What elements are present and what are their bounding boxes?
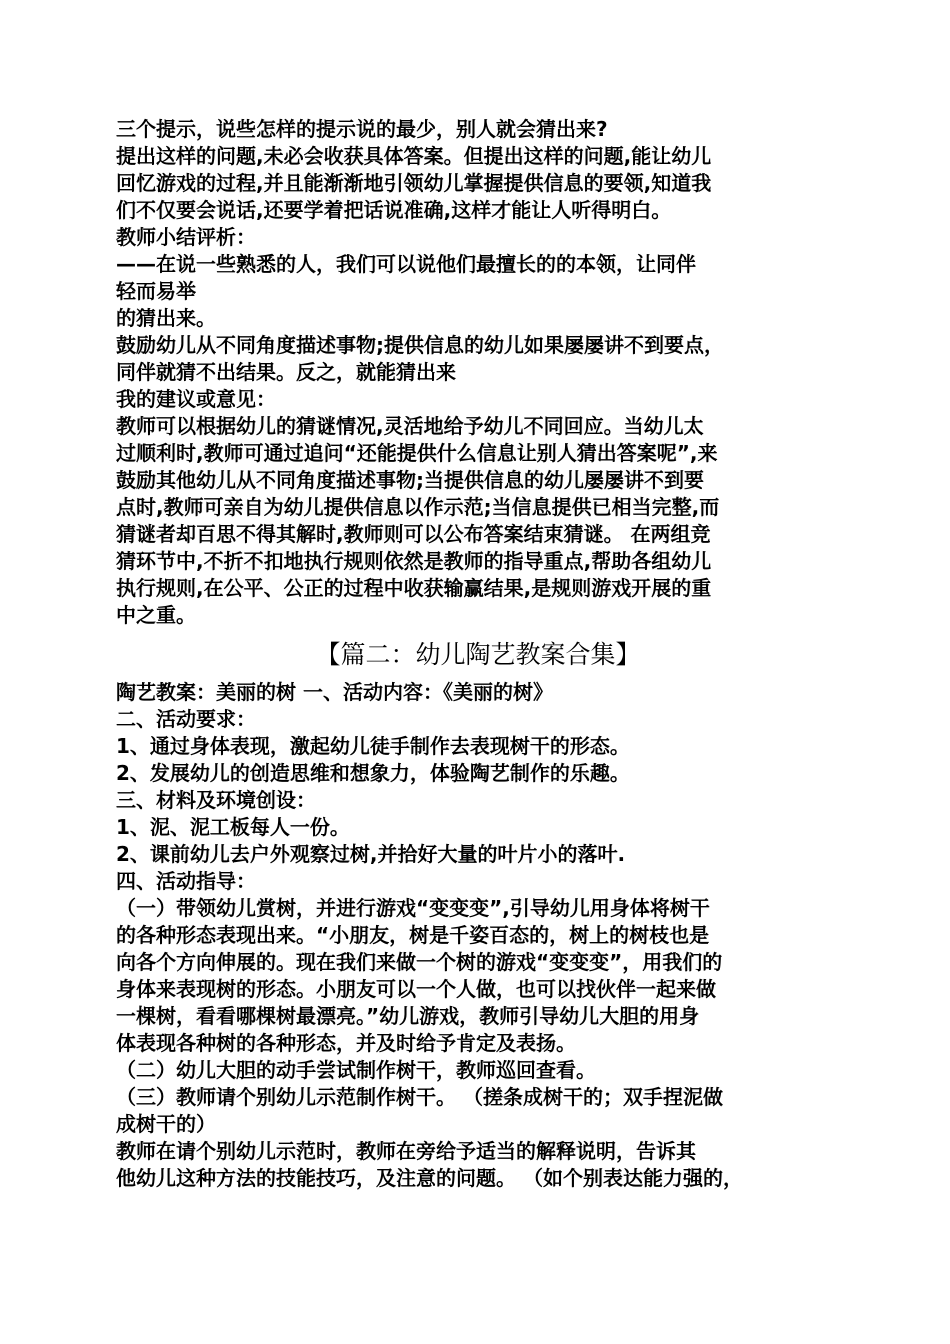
text-line: （一）带领幼儿赏树，并进行游戏“变变变”,引导幼儿用身体将树干 (116, 896, 710, 920)
text-line: 鼓励幼儿从不同角度描述事物;提供信息的幼儿如果屡屡讲不到要点， (116, 333, 724, 357)
text-line: 二、活动要求： (116, 707, 256, 731)
text-line: 轻而易举 (116, 279, 196, 303)
text-line: 1、泥、泥工板每人一份。 (116, 815, 350, 839)
text-line: 教师可以根据幼儿的猜谜情况,灵活地给予幼儿不同回应。当幼儿太 (116, 414, 704, 438)
text-line: 身体来表现树的形态。小朋友可以一个人做，也可以找伙伴一起来做 (116, 977, 716, 1001)
text-line: ——在说一些熟悉的人，我们可以说他们最擅长的的本领，让同伴 (116, 252, 696, 276)
text-line: 向各个方向伸展的。现在我们来做一个树的游戏“变变变”，用我们的 (116, 950, 723, 974)
text-line: 他幼儿这种方法的技能技巧，及注意的问题。 （如个别表达能力强的， (116, 1166, 743, 1190)
document-body (116, 116, 840, 1192)
text-line: 执行规则,在公平、公正的过程中收获输赢结果,是规则游戏开展的重 (116, 576, 712, 600)
text-line: （三）教师请个别幼儿示范制作树干。 （搓条成树干的；双手捏泥做 (116, 1085, 723, 1109)
text-line: 的猜出来。 (116, 306, 216, 330)
text-line: 2、发展幼儿的创造思维和想象力，体验陶艺制作的乐趣。 (116, 761, 630, 785)
text-line: 们不仅要会说话,还要学着把话说准确,这样才能让人听得明白。 (116, 198, 672, 222)
section-one-text (116, 116, 840, 629)
text-line: 的各种形态表现出来。“小朋友，树是千姿百态的，树上的树枝也是 (116, 923, 710, 947)
text-line: （二）幼儿大胆的动手尝试制作树干，教师巡回查看。 (116, 1058, 596, 1082)
text-line: 一棵树，看看哪棵树最漂亮。”幼儿游戏，教师引导幼儿大胆的用身 (116, 1004, 700, 1028)
text-line: 成树干的） (116, 1112, 216, 1136)
text-line: 1、通过身体表现，激起幼儿徒手制作去表现树干的形态。 (116, 734, 630, 758)
text-line: 过顺利时,教师可通过追问“还能提供什么信息让别人猜出答案呢”,来 (116, 441, 718, 465)
text-line: 我的建议或意见： (116, 387, 276, 411)
text-line: 回忆游戏的过程,并且能渐渐地引领幼儿掌握提供信息的要领,知道我 (116, 171, 712, 195)
text-line: 体表现各种树的各种形态，并及时给予肯定及表扬。 (116, 1031, 576, 1055)
text-line: 提出这样的问题,未必会收获具体答案。但提出这样的问题,能让幼儿 (116, 144, 712, 168)
text-line: 四、活动指导： (116, 869, 256, 893)
text-line: 三个提示，说些怎样的提示说的最少，别人就会猜出来? (116, 117, 608, 141)
text-line: 点时,教师可亲自为幼儿提供信息以作示范;当信息提供已相当完整,而 (116, 495, 720, 519)
section-heading: 【篇二：幼儿陶艺教案合集】 (315, 640, 641, 669)
text-line: 猜谜者却百思不得其解时,教师则可以公布答案结束猜谜。 在两组竞 (116, 522, 711, 546)
text-line: 三、材料及环境创设： (116, 788, 316, 812)
text-line: 中之重。 (116, 603, 196, 627)
text-line: 陶艺教案：美丽的树 一、活动内容：《美丽的树》 (116, 680, 553, 704)
text-line: 2、课前幼儿去户外观察过树,并拾好大量的叶片小的落叶. (116, 842, 626, 866)
text-line: 教师小结评析： (116, 225, 256, 249)
section-two-text (116, 679, 840, 1192)
text-line: 教师在请个别幼儿示范时，教师在旁给予适当的解释说明，告诉其 (116, 1139, 696, 1163)
text-line: 鼓励其他幼儿从不同角度描述事物;当提供信息的幼儿屡屡讲不到要 (116, 468, 704, 492)
text-line: 猜环节中,不折不扣地执行规则依然是教师的指导重点,帮助各组幼儿 (116, 549, 712, 573)
text-line: 同伴就猜不出结果。反之，就能猜出来 (116, 360, 456, 384)
